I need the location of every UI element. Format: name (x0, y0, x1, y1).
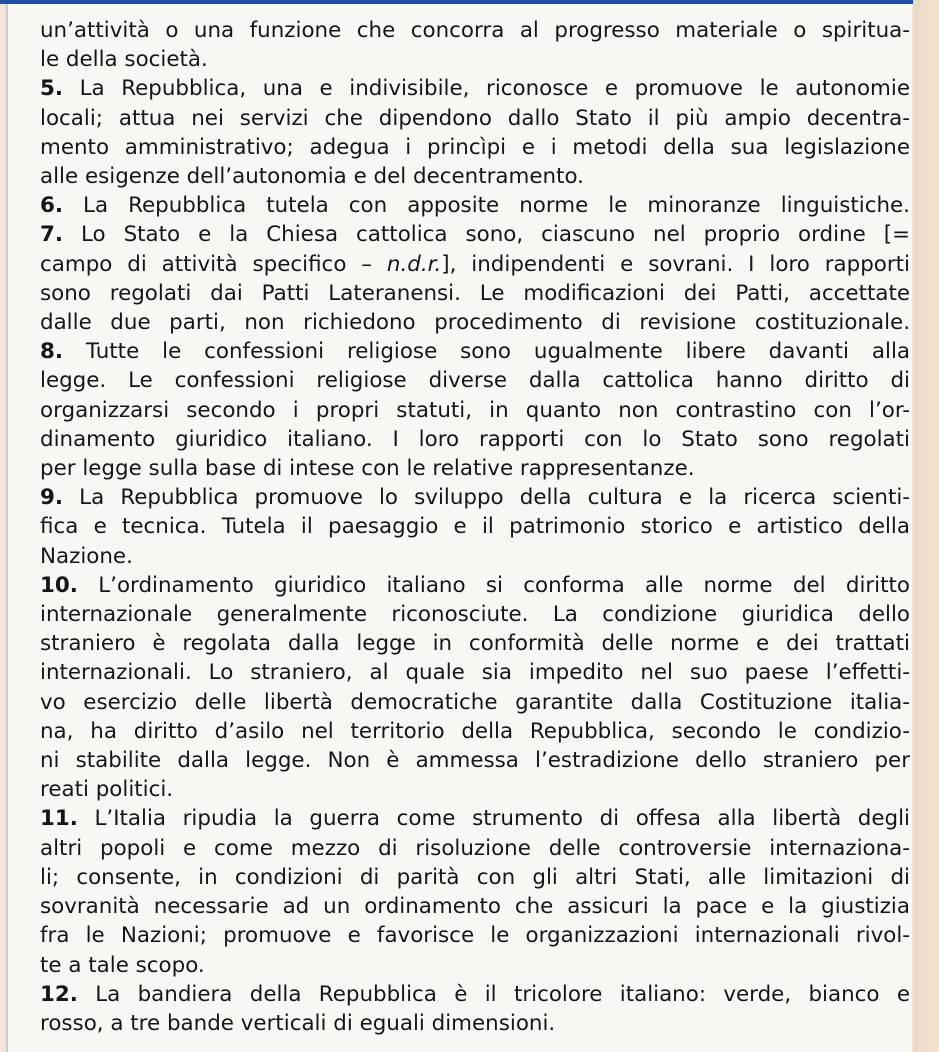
article-number: 8. (40, 339, 64, 365)
text-line: reati politici. (40, 777, 174, 803)
article-number: 7. (40, 222, 64, 248)
article-5-line (40, 74, 910, 103)
text-fragment: Lo Stato e la Chiesa cattolica sono, ciascuno nel proprio ordine [= (63, 222, 910, 248)
text-fragment: La Repubblica tutela con apposite norme le minoranze linguistiche. (63, 193, 910, 219)
text-line: sovranità necessarie ad un ordinamento che assicuri la pace e la giustizia (40, 894, 910, 920)
text-line: ni stabilite dalla legge. Non è ammessa l’estradizione dello straniero per (40, 748, 910, 774)
article-7-line (40, 220, 910, 249)
article-8-line (40, 337, 910, 366)
article-number: 12. (40, 981, 78, 1007)
facing-page-edge (913, 0, 939, 1052)
text-line: le della società. (40, 47, 208, 73)
text-line: per legge sulla base di intese con le relative rappresentanze. (40, 456, 695, 482)
text-fragment: L’ordinamento giuridico italiano si conforma alle norme del diritto (77, 572, 910, 598)
text-line: straniero è regolata dalla legge in conformità delle norme e dei trattati (40, 631, 910, 657)
article-number: 9. (40, 485, 64, 511)
text-line: dinamento giuridico italiano. I loro rapporti con lo Stato sono regolati (40, 426, 910, 452)
text-fragment: La bandiera della Repubblica è il tricolore italiano: verde, bianco e (77, 981, 910, 1007)
text-line: sono regolati dai Patti Lateranensi. Le modificazioni dei Patti, accettate (40, 280, 910, 306)
text-line: te a tale scopo. (40, 952, 205, 978)
article-10-line (40, 571, 910, 600)
article-12-line (40, 980, 910, 1009)
text-line: internazionale generalmente riconosciute. La condizione giuridica dello (40, 602, 910, 628)
text-fragment: ], indipendenti e sovrani. I loro rapporti (441, 251, 910, 277)
text-line: internazionali. Lo straniero, al quale sia impedito nel suo paese l’effetti- (40, 660, 910, 686)
text-line: dalle due parti, non richiedono procedimento di revisione costituzionale. (40, 310, 910, 336)
article-number: 10. (40, 572, 78, 598)
text-line: un’attività o una funzione che concorra al progresso materiale o spiritua- (40, 18, 910, 43)
text-fragment: L’Italia ripudia la guerra come strumento di offesa alla libertà degli (77, 806, 910, 832)
editor-note: n.d.r. (386, 251, 442, 277)
text-line: mento amministrativo; adegua i princìpi e i metodi della sua legislazione (40, 134, 910, 160)
text-line: vo esercizio delle libertà democratiche garantite dalla Costituzione italia- (40, 689, 910, 715)
text-line: organizzarsi secondo i propri statuti, in quanto non contrastino con l’or- (40, 397, 910, 423)
text-line: legge. Le confessioni religiose diverse dalla cattolica hanno diritto di (40, 368, 910, 394)
text-panel (6, 4, 912, 1052)
text-line: na, ha diritto d’asilo nel territorio della Repubblica, secondo le condizio- (40, 718, 910, 744)
text-line (40, 250, 910, 279)
text-fragment: La Repubblica promuove lo sviluppo della cultura e la ricerca scienti- (63, 485, 910, 511)
text-line: li; consente, in condizioni di parità con gli altri Stati, alle limitazioni di (40, 864, 910, 890)
text-line: altri popoli e come mezzo di risoluzione delle controversie internaziona- (40, 835, 910, 861)
text-line: alle esigenze dell’autonomia e del decentramento. (40, 164, 584, 190)
text-fragment: Tutte le confessioni religiose sono ugualmente libere davanti alla (63, 339, 910, 365)
text-fragment: La Repubblica, una e indivisibile, riconosce e promuove le autonomie (63, 76, 910, 102)
text-line: fica e tecnica. Tutela il paesaggio e il patrimonio storico e artistico della (40, 514, 910, 540)
article-9-line (40, 483, 910, 512)
constitution-text (40, 16, 910, 1038)
article-6-line (40, 191, 910, 220)
text-line: rosso, a tre bande verticali di eguali dimensioni. (40, 1010, 556, 1036)
text-line: Nazione. (40, 543, 133, 569)
article-11-line (40, 804, 910, 833)
article-number: 5. (40, 76, 64, 102)
text-line: fra le Nazioni; promuove e favorisce le organizzazioni internazionali rivol- (40, 923, 910, 949)
article-number: 6. (40, 193, 64, 219)
article-number: 11. (40, 806, 78, 832)
text-fragment: campo di attività specifico – (40, 251, 387, 277)
text-line: locali; attua nei servizi che dipendono dallo Stato il più ampio decentra- (40, 105, 910, 131)
